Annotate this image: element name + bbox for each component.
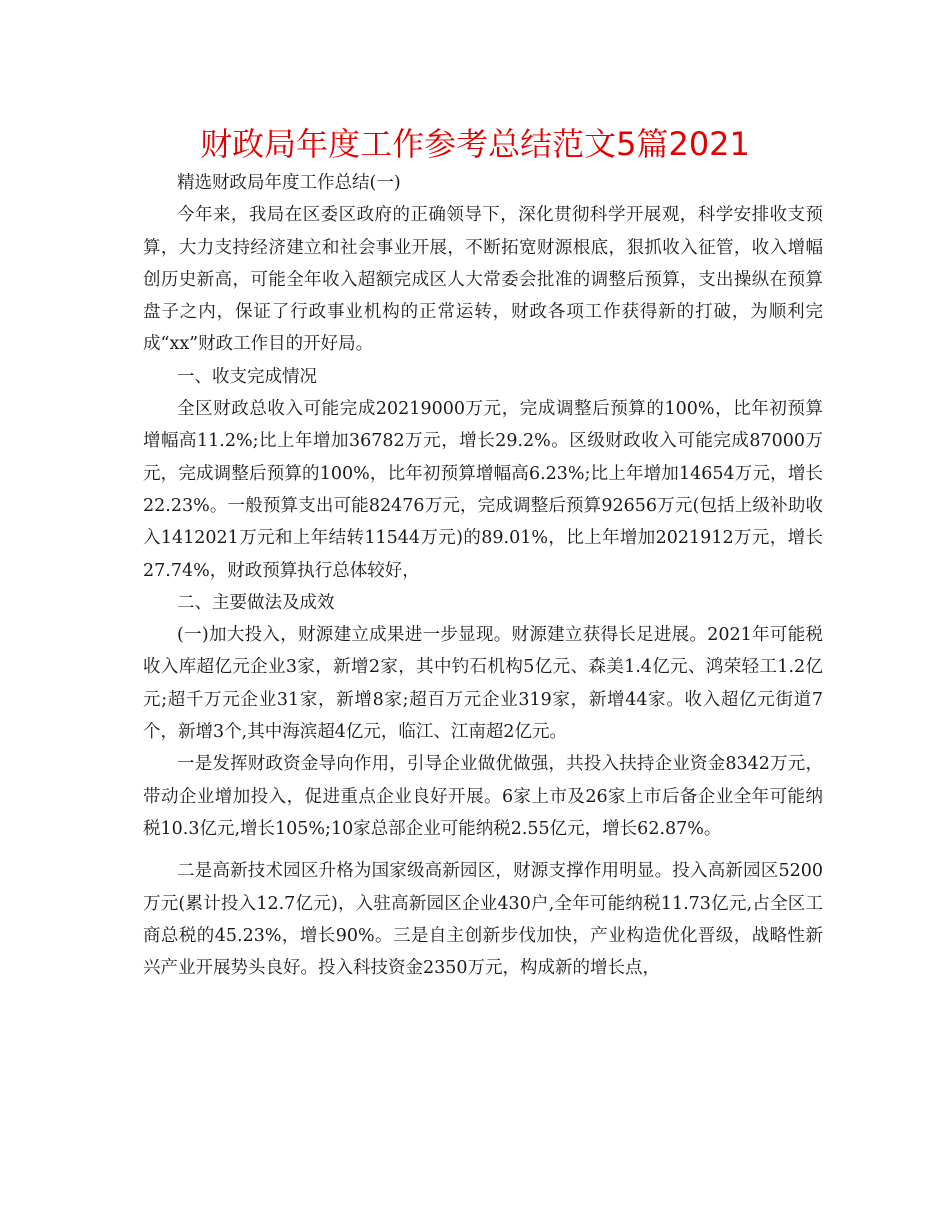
section-heading-2: 二、主要做法及成效 <box>177 592 335 613</box>
paragraph-intro: 今年来，我局在区委区政府的正确领导下，深化贯彻科学开展观，科学安排收支预算，大力支持经济建立和社会事业开展，不断拓宽财源根底，狠抓收入征管，收入增幅创历史新高，可能全年收入超额完成区人大常委会批准的调整后预算，支出操纵在预算盘子之内，保证了行政事业机构的正常运转，财政各项工作获得新的打破，为顺利完成“xx”财政工作目的开好局。 <box>143 205 823 355</box>
paragraph-investment: (一)加大投入，财源建立成果进一步显现。财源建立获得长足进展。2021年可能税收入库超亿元企业3家，新增2家，其中钓石机构5亿元、森美1.4亿元、鸿荣轻工1.2亿元;超千万元企业31家，新增8家;超百万元企业319家，新增44家。收入超亿元街道7个，新增3个,其中海滨超4亿元，临江、江南超2亿元。 <box>143 625 823 743</box>
document-title: 财政局年度工作参考总结范文5篇2021 <box>200 125 750 163</box>
paragraph-fund-guidance: 一是发挥财政资金导向作用，引导企业做优做强，共投入扶持企业资金8342万元，带动企业增加投入，促进重点企业良好开展。6家上市及26家上市后备企业全年可能纳税10.3亿元,增长105%;10家总部企业可能纳税2.55亿元，增长62.87%。 <box>143 754 823 839</box>
document-body <box>143 167 823 984</box>
paragraph-revenue-expenditure: 全区财政总收入可能完成20219000万元，完成调整后预算的100%，比年初预算增幅高11.2%;比上年增加36782万元，增长29.2%。区级财政收入可能完成87000万元，完成调整后预算的100%，比年初预算增幅高6.23%;比上年增加14654万元，增长22.23%。一般预算支出可能82476万元，完成调整后预算92656万元(包括上级补助收入1412021万元和上年结转11544万元)的89.01%，比上年增加2021912万元，增长27.74%，财政预算执行总体较好， <box>143 399 823 581</box>
subtitle: 精选财政局年度工作总结(一) <box>177 173 401 193</box>
paragraph-hightech-park: 二是高新技术园区升格为国家级高新园区，财源支撑作用明显。投入高新园区5200万元(累计投入12.7亿元)，入驻高新园区企业430户,全年可能纳税11.73亿元,占全区工商总税的45.23%，增长90%。三是自主创新步伐加快，产业构造优化晋级，战略性新兴产业开展势头良好。投入科技资金2350万元，构成新的增长点， <box>143 861 823 979</box>
section-heading-1: 一、收支完成情况 <box>177 366 317 387</box>
paragraph-spacer <box>143 845 823 855</box>
